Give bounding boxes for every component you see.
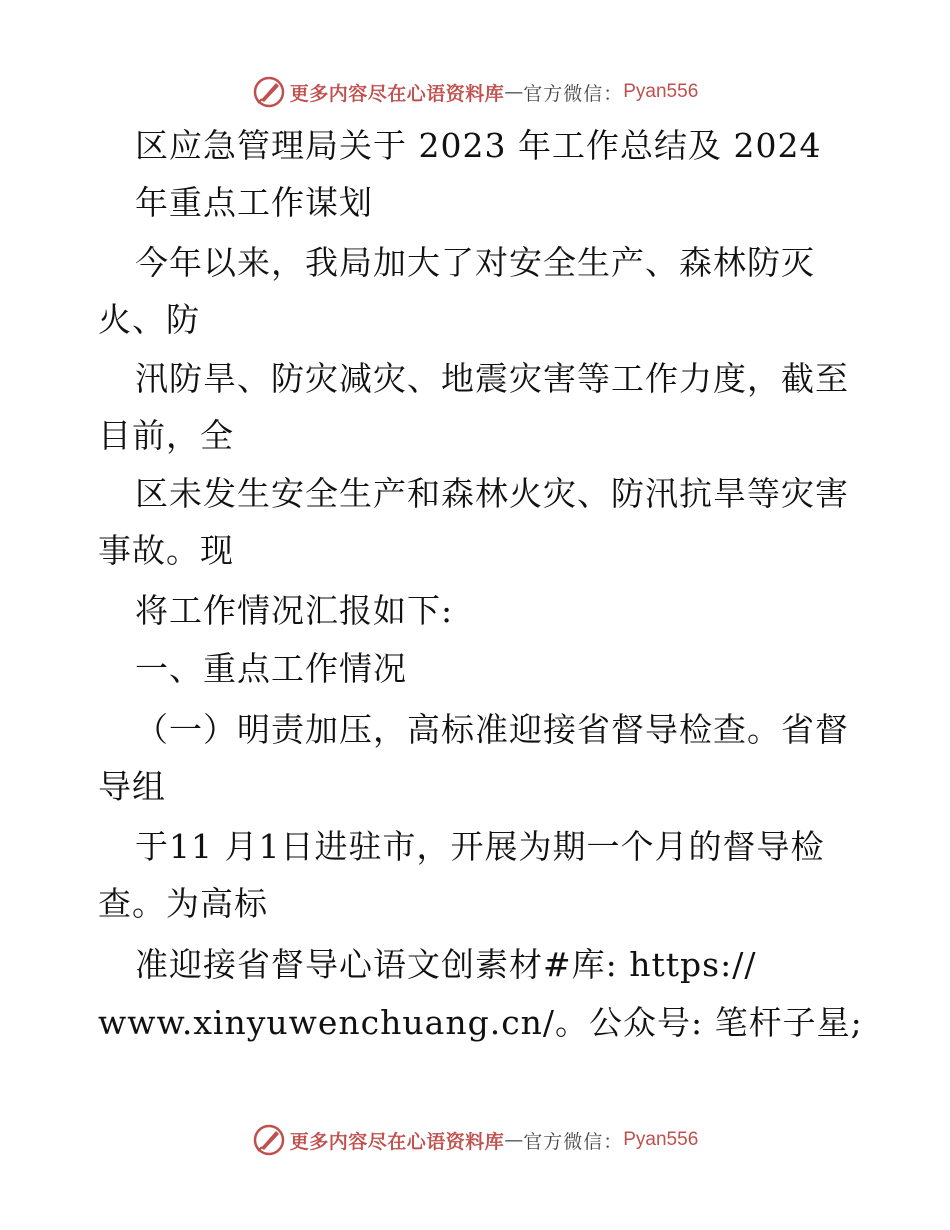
document-title-line-1: 区应急管理局关于 2023 年工作总结及 2024 — [135, 126, 822, 165]
banner-wechat-label: 官方微信： — [523, 82, 624, 105]
text-line: www.xinyuwenchuang.cn/。公众号: 笔杆子星; — [98, 1003, 863, 1042]
section-heading: 一、重点工作情况 — [135, 649, 407, 688]
banner-wechat-label: 官方微信： — [523, 1130, 624, 1153]
text-line: 事故。现 — [98, 531, 234, 570]
footer-watermark-banner — [0, 1120, 950, 1160]
text-line: 准迎接省督导心语文创素材#库: https:// — [135, 945, 757, 984]
banner-text: 更多内容尽在心语资料库 — [289, 82, 505, 105]
banner-wechat-id: Pyan556 — [623, 81, 699, 102]
banner-wechat-id: Pyan556 — [623, 1129, 699, 1150]
banner-separator: — — [504, 1129, 524, 1151]
banner-text: 更多内容尽在心语资料库 — [289, 1130, 505, 1153]
quill-logo-icon — [252, 1123, 286, 1157]
header-watermark-banner — [0, 72, 950, 112]
text-line: 于11 月1日进驻市，开展为期一个月的督导检 — [135, 827, 825, 866]
document-title-line-2: 年重点工作谋划 — [135, 183, 373, 222]
text-line: 火、防 — [98, 300, 200, 339]
quill-logo-icon — [252, 75, 286, 109]
text-line: 汛防旱、防灾减灾、地震灾害等工作力度，截至 — [135, 359, 849, 398]
subsection-heading: （一）明责加压，高标准迎接省督导检查。省督 — [135, 710, 849, 749]
text-line: 查。为高标 — [98, 884, 268, 923]
text-line: 导组 — [98, 767, 166, 806]
text-line: 今年以来，我局加大了对安全生产、森林防灭 — [135, 243, 815, 282]
text-line: 区未发生安全生产和森林火灾、防汛抗旱等灾害 — [135, 474, 849, 513]
banner-separator: — — [504, 81, 524, 103]
text-line: 将工作情况汇报如下: — [135, 591, 454, 630]
text-line: 目前，全 — [98, 416, 234, 455]
